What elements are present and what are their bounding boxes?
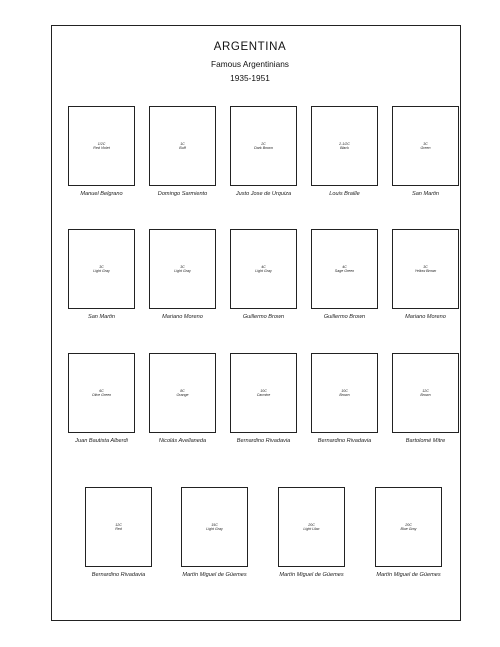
stamp-box [68,229,135,309]
stamp-color: Blue Gray [400,527,417,532]
stamp-caption: Juan Bautista Alberdi [75,438,128,444]
stamp-color: Light Gray [93,269,110,274]
stamp-slot [230,229,297,322]
stamp-box [392,353,459,433]
stamp-color: Dark Brown [254,146,273,151]
stamp-denomination: 3C [99,265,104,269]
stamp-box [149,229,216,309]
stamp-color: Yellow Brown [414,269,437,274]
stamp-color: Red [115,527,122,532]
stamp-caption: Martín Miguel de Güemes [279,572,344,578]
stamp-color: Light Gray [206,527,223,532]
stamp-denomination: 2C [261,142,266,146]
stamp-slot [230,106,297,199]
stamp-box [68,353,135,433]
stamp-color: Black [340,146,349,151]
page-years: 1935-1951 [230,73,270,83]
stamp-box [311,229,378,309]
stamp-slot [392,229,459,322]
stamp-caption: Martín Miguel de Güemes [376,572,441,578]
stamp-box [230,229,297,309]
stamp-denomination: 12C [115,523,122,527]
stamp-color: Light Lilac [303,527,320,532]
stamp-slot [311,106,378,199]
stamp-box [230,353,297,433]
stamp-caption: Martín Miguel de Güemes [182,572,247,578]
stamp-caption: San Martin [87,314,116,320]
stamp-denomination: 1/2C [97,142,106,146]
stamp-slot [68,229,135,322]
stamp-slot [392,106,459,199]
stamp-color: Buff [179,146,186,151]
stamp-box [311,106,378,186]
stamp-color: Sage Green [334,269,355,274]
stamp-box [375,487,442,567]
stamp-box [392,106,459,186]
stamp-slot [230,353,297,446]
stamp-box [392,229,459,309]
stamp-denomination: 3C [423,265,428,269]
stamp-caption: Bernardino Rivadavia [317,438,372,444]
stamp-box [149,106,216,186]
stamp-slot [85,487,152,580]
stamp-color: Orange [176,393,189,398]
stamp-caption: Guillermo Brown [323,314,366,320]
stamp-slot [311,353,378,446]
stamp-denomination: 15C [211,523,218,527]
page-title: ARGENTINA [213,41,287,53]
stamp-box [149,353,216,433]
stamp-box [85,487,152,567]
stamp-denomination: 20C [308,523,315,527]
stamp-slot [278,487,345,580]
stamp-slot [68,106,135,199]
page-subtitle: Famous Argentinians [211,59,289,69]
stamp-caption: Guillermo Brown [242,314,285,320]
stamp-color: Light Gray [174,269,191,274]
stamp-color: Carmine [256,393,271,398]
stamp-caption: Bernardino Rivadavia [91,572,146,578]
stamp-caption: Nicolás Avellaneda [158,438,207,444]
stamp-caption: Bartolomé Mitre [405,438,446,444]
stamp-denomination: 8C [180,389,185,393]
stamp-slot [375,487,442,580]
stamp-color: Green [420,146,431,151]
stamp-denomination: 10C [260,389,267,393]
stamp-caption: Bernardino Rivadavia [236,438,291,444]
stamp-slot [392,353,459,446]
stamp-box [68,106,135,186]
stamp-denomination: 1C [180,142,185,146]
stamp-box [278,487,345,567]
stamp-denomination: 12C [422,389,429,393]
stamp-denomination: 6C [99,389,104,393]
stamp-color: Brown [420,393,431,398]
stamp-color: Olive Green [91,393,112,398]
stamp-caption: Louis Braille [329,191,360,197]
stamp-denomination: 3C [180,265,185,269]
stamp-denomination: 4C [342,265,347,269]
stamp-caption: San Martin [411,191,440,197]
stamp-caption: Mariano Moreno [405,314,446,320]
stamp-denomination: 3C [423,142,428,146]
stamp-slot [149,353,216,446]
stamp-box [311,353,378,433]
stamp-color: Brown [339,393,350,398]
stamp-caption: Domingo Sarmiento [157,191,208,197]
stamp-denomination: 10C [341,389,348,393]
stamp-denomination: 4C [261,265,266,269]
stamp-slot [68,353,135,446]
stamp-caption: Manuel Belgrano [80,191,123,197]
stamp-slot [149,229,216,322]
stamp-denomination: 2-1/2C [339,142,350,146]
stamp-color: Red Violet [93,146,110,151]
stamp-slot [181,487,248,580]
stamp-box [230,106,297,186]
stamp-caption: Justo Jose de Urquiza [235,191,292,197]
stamp-color: Light Gray [255,269,272,274]
stamp-slot [149,106,216,199]
stamp-box [181,487,248,567]
stamp-caption: Mariano Moreno [162,314,203,320]
stamp-denomination: 20C [405,523,412,527]
stamp-slot [311,229,378,322]
